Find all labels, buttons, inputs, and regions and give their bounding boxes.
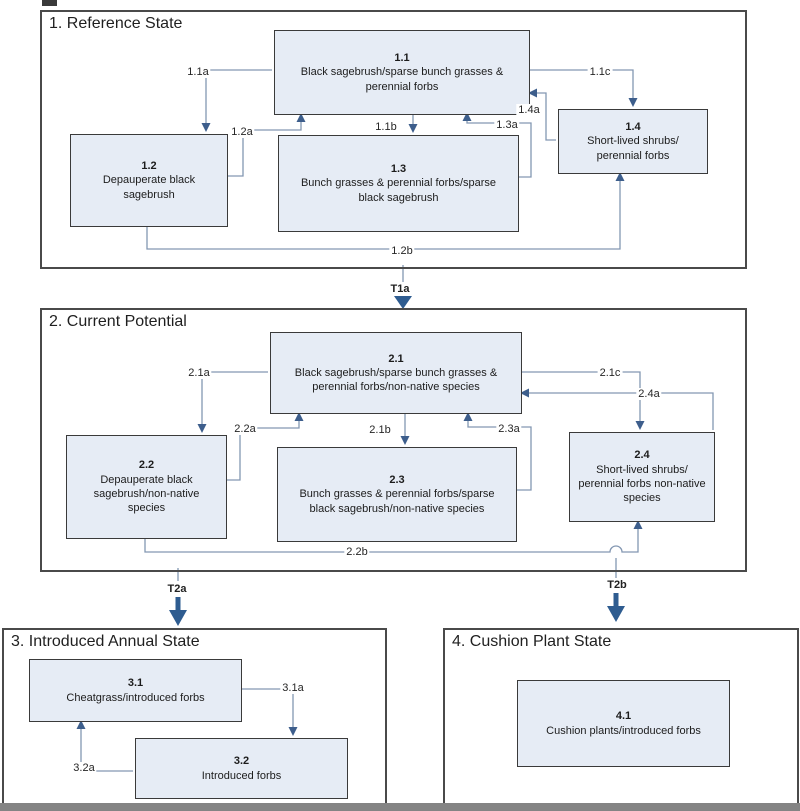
pathway-label-2-2a: 2.2a bbox=[234, 423, 256, 435]
community-code: 2.3 bbox=[389, 474, 405, 487]
transition-label-t1a: T1a bbox=[390, 283, 410, 295]
pathway-label-2-2b: 2.2b bbox=[346, 546, 368, 558]
community-box-1-1 bbox=[274, 30, 530, 115]
page-bottom-edge bbox=[0, 803, 800, 811]
community-box-3-1 bbox=[29, 659, 242, 722]
scan-artifact-mark bbox=[42, 0, 57, 6]
community-name: Bunch grasses & perennial forbs/sparse black sagebrush bbox=[300, 177, 497, 204]
pathway-label-2-3a: 2.3a bbox=[498, 423, 520, 435]
pathway-label-1-3a: 1.3a bbox=[496, 119, 518, 131]
transition-label-t2a: T2a bbox=[167, 583, 187, 595]
community-name: Black sagebrush/sparse bunch grasses & perennial forbs/non-native species bbox=[294, 366, 498, 394]
pathway-label-1-4a: 1.4a bbox=[518, 104, 540, 116]
community-code: 1.4 bbox=[625, 121, 641, 134]
transition-t2b-arrowhead bbox=[607, 606, 625, 622]
pathway-label-1-2b: 1.2b bbox=[391, 245, 413, 257]
community-box-2-3 bbox=[277, 447, 517, 542]
community-name: Cheatgrass/introduced forbs bbox=[66, 691, 205, 704]
community-box-2-1 bbox=[270, 332, 522, 414]
community-code: 1.3 bbox=[390, 163, 407, 176]
community-code: 3.2 bbox=[233, 755, 250, 768]
community-code: 2.4 bbox=[634, 449, 650, 462]
transition-t2b-shaft bbox=[614, 593, 619, 608]
pathway-label-2-1c: 2.1c bbox=[599, 367, 621, 379]
community-code: 2.2 bbox=[138, 459, 155, 472]
pathway-label-2-4a: 2.4a bbox=[638, 388, 660, 400]
community-code: 2.1 bbox=[388, 352, 404, 365]
pathway-label-3-1a: 3.1a bbox=[282, 682, 304, 694]
community-name: Short-lived shrubs/ perennial forbs non-native species bbox=[578, 463, 706, 505]
community-code: 1.2 bbox=[141, 160, 157, 173]
pathway-label-1-2a: 1.2a bbox=[231, 126, 253, 138]
state-1-reference-state bbox=[40, 10, 747, 269]
state-2-title: 2. Current Potential bbox=[49, 313, 187, 330]
state-2-current-potential bbox=[40, 308, 747, 572]
transition-t2a-shaft bbox=[176, 597, 181, 612]
community-box-1-3 bbox=[278, 135, 519, 232]
community-name: Depauperate black sagebrush/non-native species bbox=[93, 473, 200, 515]
pathway-label-1-1c: 1.1c bbox=[589, 66, 611, 78]
community-box-4-1 bbox=[517, 680, 730, 767]
state-4-cushion-plant-state bbox=[443, 628, 799, 811]
community-box-3-2 bbox=[135, 738, 348, 799]
community-box-2-4 bbox=[569, 432, 715, 522]
community-box-1-2 bbox=[70, 134, 228, 227]
state-3-title: 3. Introduced Annual State bbox=[11, 633, 200, 650]
pathway-label-2-1a: 2.1a bbox=[188, 367, 210, 379]
pathway-label-1-1a: 1.1a bbox=[187, 66, 209, 78]
pathway-label-2-1b: 2.1b bbox=[369, 424, 391, 436]
community-box-1-4 bbox=[558, 109, 708, 174]
community-code: 3.1 bbox=[127, 677, 144, 690]
state-4-title: 4. Cushion Plant State bbox=[452, 633, 612, 650]
community-code: 1.1 bbox=[394, 52, 410, 65]
pathway-label-1-1b: 1.1b bbox=[375, 121, 397, 133]
community-name: Depauperate black sagebrush bbox=[102, 174, 196, 201]
community-name: Bunch grasses & perennial forbs/sparse black sagebrush/non-native species bbox=[299, 488, 495, 515]
state-1-title: 1. Reference State bbox=[49, 15, 183, 32]
state-3-introduced-annual-state bbox=[2, 628, 387, 811]
community-name: Introduced forbs bbox=[201, 769, 282, 782]
pathway-label-3-2a: 3.2a bbox=[73, 762, 95, 774]
transition-label-t2b: T2b bbox=[607, 579, 627, 591]
community-box-2-2 bbox=[66, 435, 227, 539]
community-code: 4.1 bbox=[615, 710, 632, 723]
transition-t2a-arrowhead bbox=[169, 610, 187, 626]
community-name: Black sagebrush/sparse bunch grasses & perennial forbs bbox=[300, 66, 504, 93]
community-name: Short-lived shrubs/ perennial forbs bbox=[587, 135, 679, 162]
community-name: Cushion plants/introduced forbs bbox=[546, 724, 701, 737]
